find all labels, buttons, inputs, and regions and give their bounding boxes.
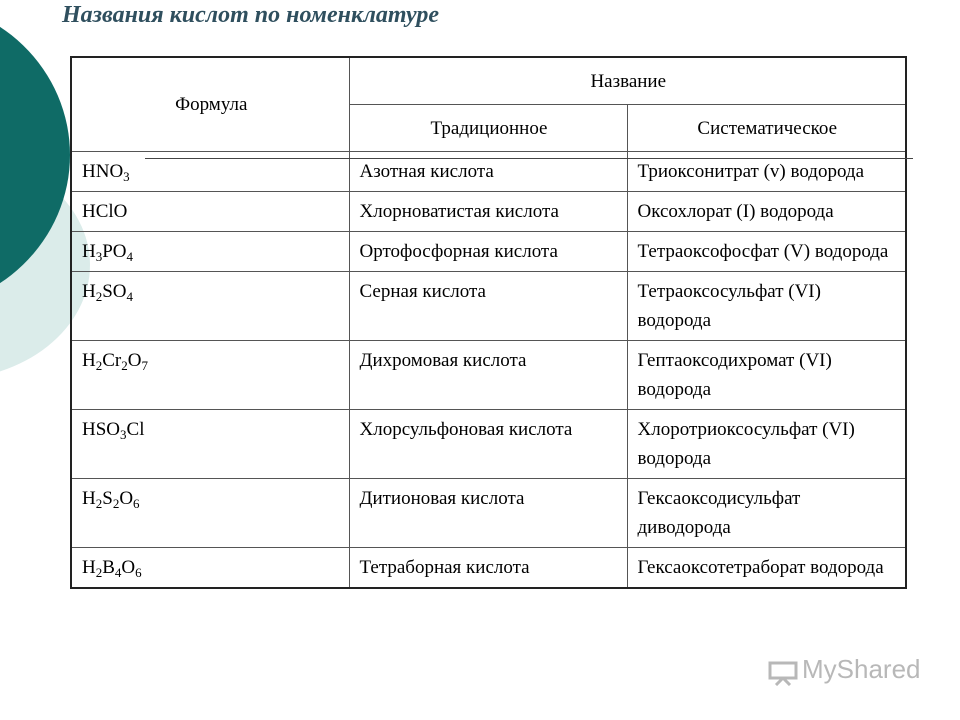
- traditional-name-cell: Азотная кислота: [349, 152, 627, 192]
- traditional-name-cell: Тетраборная кислота: [349, 548, 627, 589]
- traditional-name-cell: Ортофосфорная кислота: [349, 232, 627, 272]
- formula-subscript: 2: [121, 358, 128, 373]
- formula-symbol: H: [82, 557, 96, 578]
- formula-subscript: 2: [95, 565, 103, 580]
- formula-cell: [71, 272, 349, 341]
- traditional-name-cell: Хлорноватистая кислота: [349, 192, 627, 232]
- traditional-name-cell: Дихромовая кислота: [349, 341, 627, 410]
- watermark-text: MyShared: [802, 654, 921, 684]
- formula-subscript: 6: [133, 496, 140, 511]
- slide-title: Названия кислот по номенклатуре: [62, 2, 439, 28]
- formula-cell: [71, 479, 349, 548]
- formula-symbol: HNO: [82, 161, 124, 182]
- formula-symbol: H: [82, 488, 96, 509]
- divider-line: [145, 158, 913, 159]
- formula-subscript: 7: [141, 358, 148, 373]
- formula-symbol: SO: [102, 281, 127, 302]
- header-name: Название: [349, 57, 906, 105]
- formula-subscript: 2: [112, 496, 120, 511]
- formula-cell: [71, 410, 349, 479]
- formula-symbol: PO: [102, 241, 127, 262]
- formula-subscript: 6: [135, 565, 142, 580]
- table-row: [71, 232, 906, 272]
- formula-symbol: H: [82, 350, 96, 371]
- formula-subscript: 4: [126, 289, 134, 304]
- systematic-name-cell: Оксохлорат (I) водорода: [627, 192, 906, 232]
- table-row: [71, 272, 906, 341]
- formula-subscript: 2: [95, 496, 103, 511]
- formula-subscript: 3: [120, 427, 127, 442]
- acid-nomenclature-table: [70, 56, 907, 589]
- header-formula: Формула: [71, 57, 349, 152]
- formula-subscript: 2: [95, 289, 103, 304]
- systematic-name-cell: Гептаоксодихромат (VI) водорода: [627, 341, 906, 410]
- formula-cell: [71, 548, 349, 589]
- traditional-name-cell: Хлорсульфоновая кислота: [349, 410, 627, 479]
- systematic-name-cell: Тетраоксофосфат (V) водорода: [627, 232, 906, 272]
- table-row: [71, 410, 906, 479]
- traditional-name-cell: Серная кислота: [349, 272, 627, 341]
- systematic-name-cell: Хлоротриоксосульфат (VI) водорода: [627, 410, 906, 479]
- formula-symbol: B: [102, 557, 115, 578]
- formula-subscript: 3: [95, 249, 103, 264]
- formula-symbol: H: [82, 241, 96, 262]
- formula-symbol: Cl: [126, 419, 145, 440]
- systematic-name-cell: Тетраоксосульфат (VI) водорода: [627, 272, 906, 341]
- formula-symbol: HClO: [82, 201, 128, 222]
- systematic-name-cell: Триоксонитрат (v) водорода: [627, 152, 906, 192]
- formula-symbol: H: [82, 281, 96, 302]
- formula-subscript: 4: [114, 565, 122, 580]
- formula-symbol: O: [121, 557, 136, 578]
- header-traditional: Традиционное: [349, 105, 627, 152]
- formula-subscript: 2: [95, 358, 103, 373]
- formula-symbol: O: [127, 350, 142, 371]
- table-row: [71, 548, 906, 589]
- systematic-name-cell: Гексаоксодисульфат диводорода: [627, 479, 906, 548]
- formula-cell: [71, 232, 349, 272]
- formula-symbol: HSO: [82, 419, 121, 440]
- header-systematic: Систематическое: [627, 105, 906, 152]
- presentation-board-icon: [768, 660, 798, 686]
- formula-cell: [71, 341, 349, 410]
- formula-subscript: 3: [123, 169, 130, 184]
- table-row: [71, 479, 906, 548]
- systematic-name-cell: Гексаоксотетраборат водорода: [627, 548, 906, 589]
- table-row: [71, 341, 906, 410]
- traditional-name-cell: Дитионовая кислота: [349, 479, 627, 548]
- formula-subscript: 4: [126, 249, 134, 264]
- formula-cell: [71, 192, 349, 232]
- table-row: [71, 192, 906, 232]
- formula-symbol: Cr: [102, 350, 122, 371]
- formula-symbol: S: [102, 488, 113, 509]
- formula-symbol: O: [119, 488, 134, 509]
